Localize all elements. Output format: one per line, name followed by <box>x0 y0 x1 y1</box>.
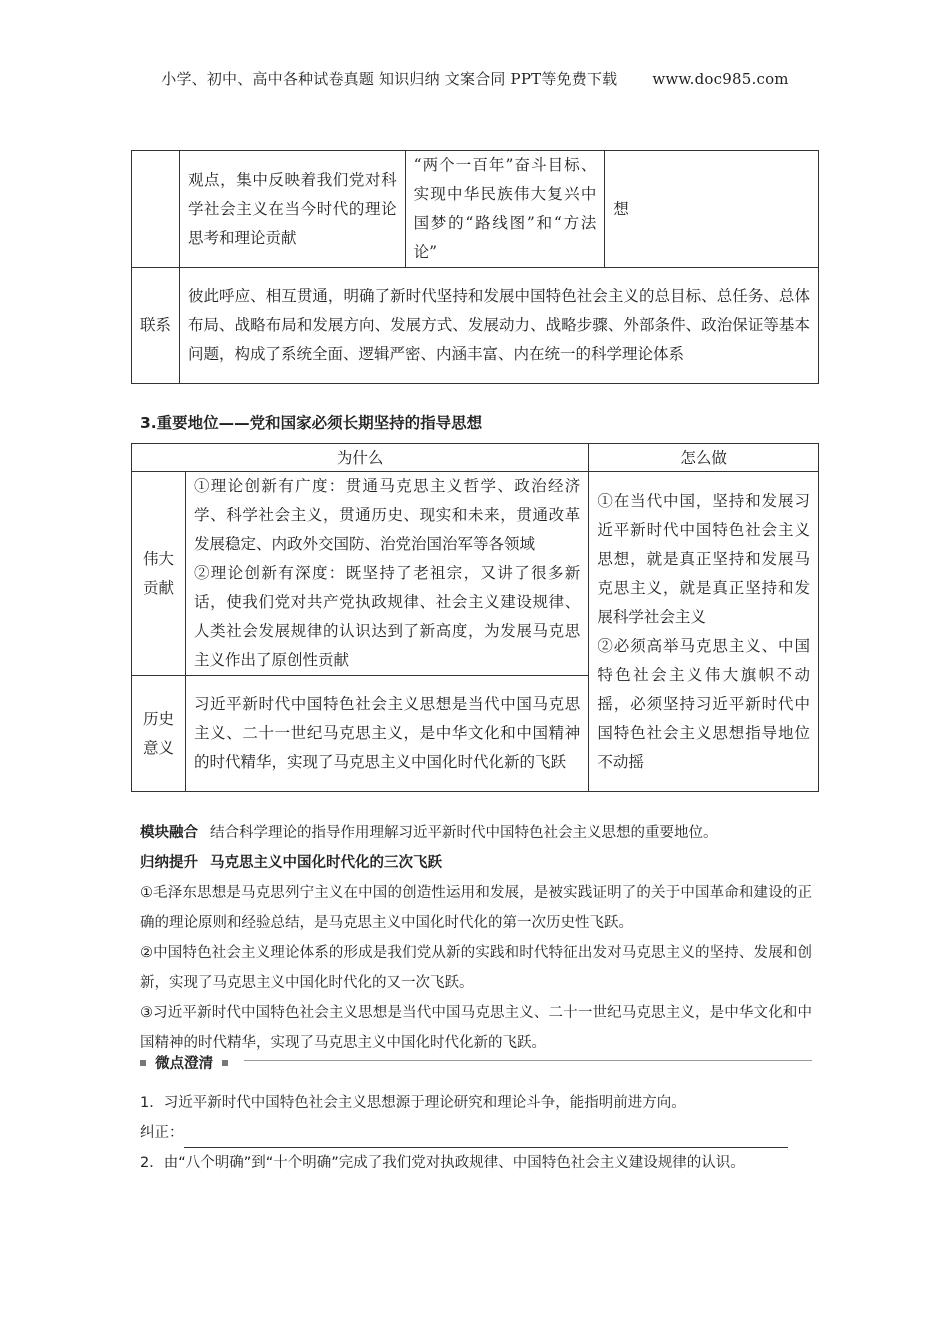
empty-cell <box>132 151 180 268</box>
square-marker-icon <box>140 1060 146 1066</box>
how-text-2: ②必须高举马克思主义、中国特色社会主义伟大旗帜不动摇，必须坚持习近平新时代中国特色社会主义思想指导地位不动摇 <box>597 636 810 771</box>
breadth-text: ①理论创新有广度：贯通马克思主义哲学、政治经济学、科学社会主义，贯通历史、现实和未来，贯通改革发展稳定、内政外交国防、治党治国治军等各领域 <box>193 477 581 553</box>
correction-line <box>140 1118 812 1148</box>
header-text: 小学、初中、高中各种试卷真题 知识归纳 文案合同 PPT等免费下载 <box>161 70 618 88</box>
summary-item: ①毛泽东思想是马克思列宁主义在中国的创造性运用和发展，是被实践证明了的关于中国革命和建设的正确的理论原则和经验总结，是马克思主义中国化时代化的第一次历史性飞跃。 <box>140 885 812 931</box>
notes-block <box>140 818 812 1058</box>
depth-text: ②理论创新有深度：既坚持了老祖宗，又讲了很多新话，使我们党对共产党执政规律、社会主义建设规律、人类社会发展规律的认识达到了新高度，为发展马克思主义作出了原创性贡献 <box>193 564 581 669</box>
connection-label: 联系 <box>132 268 180 384</box>
page-header <box>0 68 950 89</box>
micro-clarify-label: 微点澄清 <box>155 1056 214 1072</box>
connection-text: 彼此呼应、相互贯通，明确了新时代坚持和发展中国特色社会主义的总目标、总任务、总体布局、战略布局和发展方向、发展方式、发展动力、战略步骤、外部条件、政治保证等基本问题，构成了系统全面、逻辑严密、内涵丰富、内在统一的科学理论体系 <box>179 268 818 384</box>
significance-cell: 习近平新时代中国特色社会主义思想是当代中国马克思主义、二十一世纪马克思主义，是中华文化和中国精神的时代精华，实现了马克思主义中国化时代化新的飞跃 <box>185 676 588 792</box>
question-2: 2．由“八个明确”到“十个明确”完成了我们党对执政规律、中国特色社会主义建设规律的认识。 <box>140 1155 745 1171</box>
table-row <box>132 151 819 268</box>
section-title: 3.重要地位——党和国家必须长期坚持的指导思想 <box>140 414 483 432</box>
significance-label: 历史意义 <box>132 676 186 792</box>
summary-item: ③习近平新时代中国特色社会主义思想是当代中国马克思主义、二十一世纪马克思主义，是中华文化和中国精神的时代精华，实现了马克思主义中国化时代化新的飞跃。 <box>140 1005 812 1051</box>
module-line <box>140 818 812 848</box>
contribution-label: 伟大贡献 <box>132 472 186 676</box>
square-marker-icon <box>222 1060 228 1066</box>
header-how: 怎么做 <box>589 444 819 472</box>
table-header-row <box>132 444 819 472</box>
header-site: www.doc985.com <box>652 70 789 88</box>
status-table <box>131 443 819 792</box>
table-row <box>132 472 819 676</box>
theory-table-continued <box>131 150 819 384</box>
summary-line <box>140 848 812 878</box>
module-tag: 模块融合 <box>140 825 198 841</box>
how-cell <box>589 472 819 792</box>
summary-title: 马克思主义中国化时代化的三次飞跃 <box>210 855 442 871</box>
summary-item: ②中国特色社会主义理论体系的形成是我们党从新的实践和时代特征出发对马克思主义的坚持、发展和创新，实现了马克思主义中国化时代化的又一次飞跃。 <box>140 945 812 991</box>
table-row <box>132 268 819 384</box>
viewpoint-cell: 观点，集中反映着我们党对科学社会主义在当今时代的理论思考和理论贡献 <box>179 151 405 268</box>
summary-tag: 归纳提升 <box>140 855 198 871</box>
micro-clarify-divider <box>140 1052 812 1070</box>
header-why: 为什么 <box>132 444 589 472</box>
module-text: 结合科学理论的指导作用理解习近平新时代中国特色社会主义思想的重要地位。 <box>210 825 718 841</box>
correction-blank[interactable] <box>184 1129 788 1148</box>
thought-cell: 想 <box>605 151 819 268</box>
how-text-1: ①在当代中国，坚持和发展习近平新时代中国特色社会主义思想，就是真正坚持和发展马克思主义，就是真正坚持和发展科学社会主义 <box>597 491 810 626</box>
question-1: 1．习近平新时代中国特色社会主义思想源于理论研究和理论斗争，能指明前进方向。 <box>140 1095 686 1111</box>
correction-label: 纠正： <box>140 1125 184 1141</box>
divider-line <box>244 1060 812 1061</box>
roadmap-cell: “两个一百年”奋斗目标、实现中华民族伟大复兴中国梦的“路线图”和“方法论” <box>405 151 605 268</box>
contribution-cell <box>185 472 588 676</box>
